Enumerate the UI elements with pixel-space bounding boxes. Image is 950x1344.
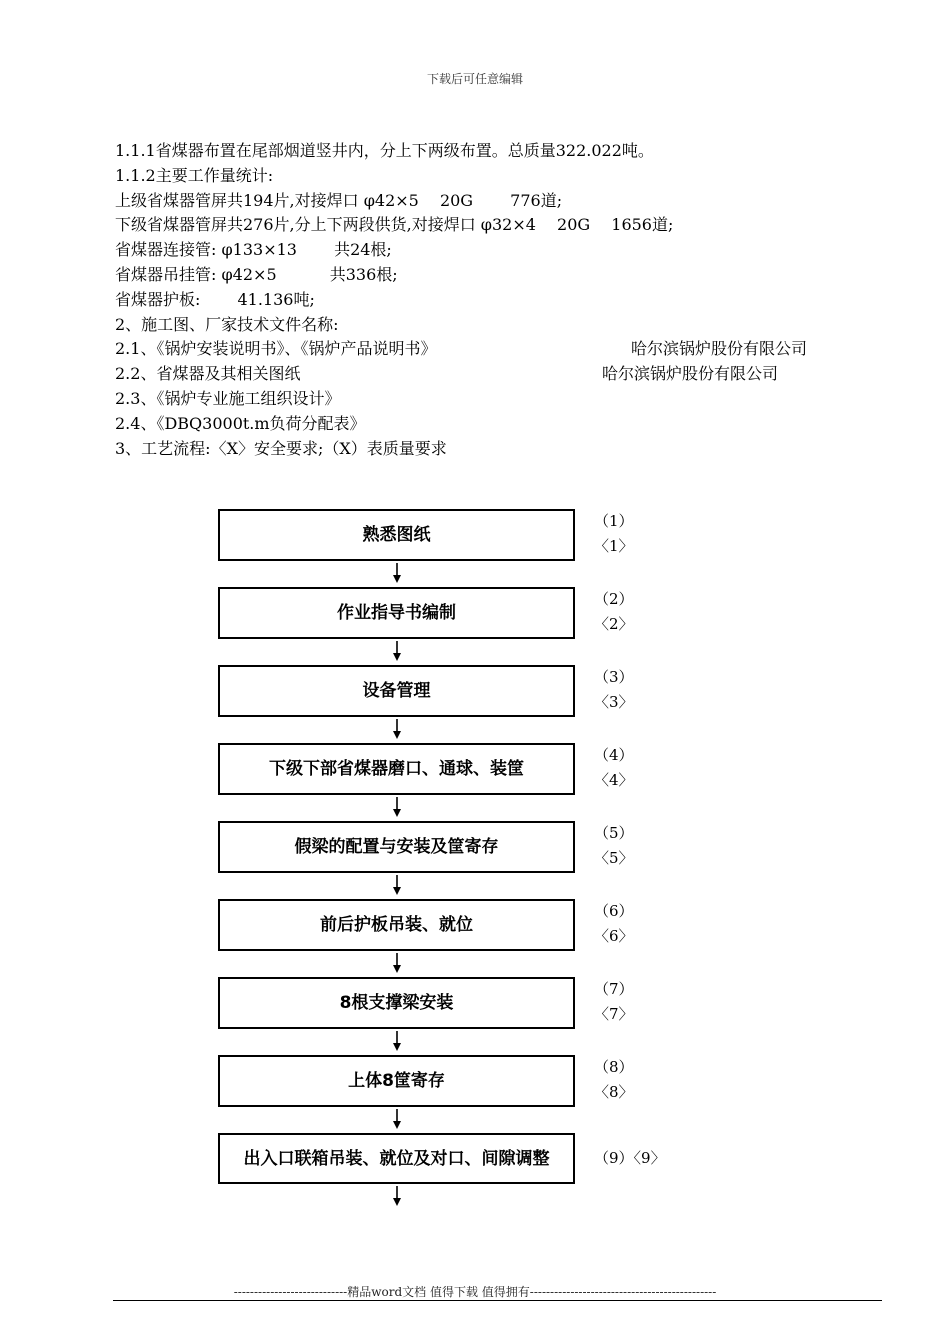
step-markers <box>594 899 634 949</box>
flow-step <box>218 587 575 639</box>
flow-step <box>218 665 575 717</box>
safety-marker: 〈3〉 <box>594 693 634 711</box>
header-note: 下载后可任意编辑 <box>426 72 523 86</box>
flow-step-label: 上体8筐寄存 <box>348 1071 445 1091</box>
step-markers <box>594 977 634 1027</box>
quality-marker: （6） <box>594 902 634 920</box>
line-text: 省煤器护板: 41.136吨; <box>115 289 315 309</box>
flow-step-label: 作业指导书编制 <box>337 603 456 623</box>
flow-step-label: 8根支撑梁安装 <box>339 993 454 1013</box>
flow-step <box>218 977 575 1029</box>
safety-marker: 〈2〉 <box>594 615 634 633</box>
quality-marker: （5） <box>594 824 634 842</box>
flow-step-label: 假梁的配置与安装及筐寄存 <box>294 837 499 857</box>
quality-marker: （3） <box>594 668 634 686</box>
safety-marker: 〈9〉 <box>633 1149 666 1167</box>
line-text: 2.1、《锅炉安装说明书》、《锅炉产品说明书》 <box>115 339 437 359</box>
step-markers <box>594 1146 666 1171</box>
line-text: 上级省煤器管屏共194片,对接焊口 φ42×5 20G 776道; <box>115 190 563 210</box>
flow-step <box>218 743 575 795</box>
flow-step <box>218 1055 575 1107</box>
down-arrow-icon <box>391 875 403 897</box>
footer-note: ----------------------------精品word文档 值得下载 值得拥有---------------------------------------------- <box>233 1285 717 1299</box>
flow-step <box>218 821 575 873</box>
footer-divider <box>113 1300 882 1301</box>
flow-step <box>218 1133 575 1184</box>
safety-marker: 〈1〉 <box>594 537 634 555</box>
flow-step-label: 下级下部省煤器磨口、通球、装筐 <box>269 759 524 779</box>
step-markers <box>594 665 634 715</box>
line-text: 下级省煤器管屏共276片,分上下两段供货,对接焊口 φ32×4 20G 1656道; <box>115 215 674 235</box>
flow-step <box>218 899 575 951</box>
quality-marker: （9） <box>594 1149 634 1167</box>
line-text: 2.2、省煤器及其相关图纸 <box>115 364 301 384</box>
down-arrow-icon <box>391 1186 403 1208</box>
line-text: 1.1.1省煤器布置在尾部烟道竖井内，分上下两级布置。总质量322.022吨。 <box>115 141 654 160</box>
line-text: 省煤器连接管: φ133×13 共24根; <box>115 240 392 260</box>
down-arrow-icon <box>391 1031 403 1053</box>
line-text: 2、施工图、厂家技术文件名称: <box>115 314 339 334</box>
down-arrow-icon <box>391 719 403 741</box>
line-text: 省煤器吊挂管: φ42×5 共336根; <box>115 264 398 284</box>
line-text: 2.4、《DBQ3000t.m负荷分配表》 <box>115 413 366 433</box>
flow-step-label: 出入口联箱吊装、就位及对口、间隙调整 <box>243 1148 550 1169</box>
step-markers <box>594 743 634 793</box>
flow-step-label: 前后护板吊装、就位 <box>320 915 473 935</box>
quality-marker: （4） <box>594 746 634 764</box>
down-arrow-icon <box>391 563 403 585</box>
quality-marker: （8） <box>594 1058 634 1076</box>
down-arrow-icon <box>391 797 403 819</box>
down-arrow-icon <box>391 1109 403 1131</box>
line-text: 1.1.2主要工作量统计: <box>115 165 274 185</box>
safety-marker: 〈6〉 <box>594 927 634 945</box>
flow-step-label: 设备管理 <box>362 681 431 701</box>
line-text: 3、工艺流程:〈X〉安全要求;（X）表质量要求 <box>115 438 447 458</box>
step-markers <box>594 509 634 559</box>
safety-marker: 〈4〉 <box>594 771 634 789</box>
step-markers <box>594 821 634 871</box>
line-text: 2.3、《锅炉专业施工组织设计》 <box>115 388 341 408</box>
quality-marker: （2） <box>594 590 634 608</box>
safety-marker: 〈5〉 <box>594 849 634 867</box>
flow-step-label: 熟悉图纸 <box>362 525 431 545</box>
quality-marker: （7） <box>594 980 634 998</box>
step-markers <box>594 1055 634 1105</box>
safety-marker: 〈8〉 <box>594 1083 634 1101</box>
down-arrow-icon <box>391 641 403 663</box>
manufacturer-name: 哈尔滨锅炉股份有限公司 <box>602 364 779 384</box>
manufacturer-name: 哈尔滨锅炉股份有限公司 <box>631 339 808 359</box>
step-markers <box>594 587 634 637</box>
quality-marker: （1） <box>594 512 634 530</box>
safety-marker: 〈7〉 <box>594 1005 634 1023</box>
flow-step <box>218 509 575 561</box>
down-arrow-icon <box>391 953 403 975</box>
